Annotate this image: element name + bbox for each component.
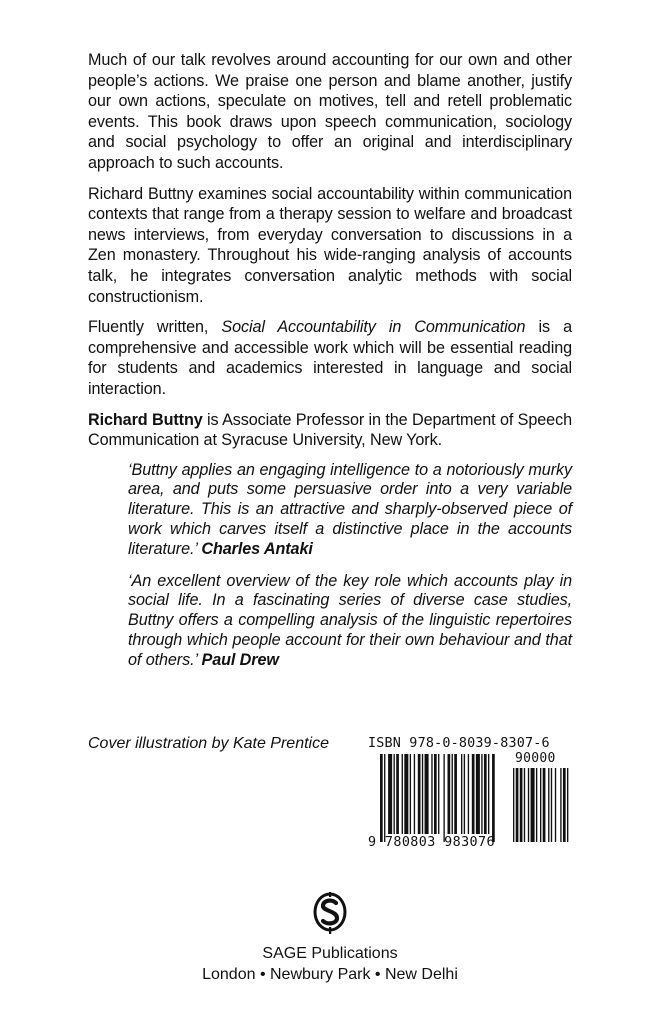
cover-credit: Cover illustration by Kate Prentice bbox=[88, 735, 329, 752]
addon-bar bbox=[567, 768, 568, 842]
barcode-bar bbox=[388, 754, 392, 834]
barcode-bar bbox=[418, 754, 421, 834]
isbn-barcode bbox=[368, 736, 573, 856]
endorsement-2 bbox=[128, 572, 572, 671]
endorsements bbox=[128, 461, 572, 671]
isbn-label: ISBN 978-0-8039-8307-6 bbox=[368, 736, 550, 751]
barcode-bar bbox=[443, 754, 444, 842]
barcode-bar bbox=[454, 754, 457, 834]
endorsement-1 bbox=[128, 461, 572, 560]
addon-bar bbox=[563, 768, 566, 842]
addon-bar bbox=[543, 768, 546, 842]
publisher-name: SAGE Publications bbox=[262, 945, 398, 962]
barcode-bar bbox=[431, 754, 432, 834]
barcode-bar bbox=[402, 754, 403, 834]
barcode-bar bbox=[468, 754, 469, 834]
endorsement-text: ‘Buttny applies an engaging intelligence to a notoriously murky area, and puts some persuasive order into a very variable literature. This is an attractive and sharply-observed piece of work which carves itself a distinctive place in the accounts literature.’ bbox=[128, 460, 572, 558]
barcode-bar bbox=[461, 754, 462, 834]
blurb bbox=[88, 50, 572, 683]
addon-bar bbox=[524, 768, 525, 842]
addon-bar bbox=[540, 768, 541, 842]
blurb-p3-intro: Fluently written, bbox=[88, 318, 222, 337]
barcode-bar bbox=[481, 754, 482, 834]
barcode-bar bbox=[472, 754, 475, 834]
blurb-p3-rest: is a comprehensive and accessible work which will be essential reading for students and academics interested in language and social interaction. bbox=[88, 318, 572, 398]
barcode-bar bbox=[476, 754, 480, 834]
barcode-bar bbox=[452, 754, 453, 834]
endorsement-author: Paul Drew bbox=[201, 650, 279, 669]
barcode-bar bbox=[380, 754, 383, 842]
sage-s-logo-icon bbox=[312, 891, 348, 935]
blurb-paragraph-1: Much of our talk revolves around accounting for our own and other people’s actions. We praise one person and blame another, justify our own actions, speculate on motives, tell and retell problematic events. This book draws upon speech communication, sociology and social psychology to offer an original and interdisciplinary approach to such accounts. bbox=[88, 51, 572, 172]
barcode-bar bbox=[396, 754, 399, 834]
barcode-bar bbox=[438, 754, 439, 834]
barcode-bar bbox=[384, 754, 385, 842]
author-bio-text: is Associate Professor in the Department of Speech Communication at Syracuse University, New York. bbox=[88, 410, 572, 450]
author-bio bbox=[88, 410, 572, 451]
addon-bar bbox=[513, 768, 514, 842]
barcode-bar bbox=[434, 754, 437, 834]
addon-bar bbox=[555, 768, 556, 842]
addon-bar bbox=[560, 768, 561, 842]
book-title: Social Accountability in Communication bbox=[221, 318, 526, 337]
barcode-bar bbox=[484, 754, 487, 834]
blurb-paragraph-2: Richard Buttny examines social accountability within communication contexts that range from a therapy session to welfare and broadcast news interviews, from everyday conversation to discussions in a Zen monastery. Throughout his wide-ranging analysis of accounts talk, he integrates conversation analytic methods with social constructionism. bbox=[88, 184, 572, 306]
addon-digits: 90000 bbox=[515, 751, 556, 766]
addon-bar bbox=[531, 768, 535, 842]
barcode-bar bbox=[410, 754, 411, 834]
addon-bar bbox=[516, 768, 519, 842]
endorsement-text: ‘An excellent overview of the key role which accounts play in social life. In a fascinating series of diverse case studies, Buttny offers a compelling analysis of the linguistic repertoires through which people account for their own behaviour and that of others.’ bbox=[128, 571, 572, 669]
author-name: Richard Buttny bbox=[88, 410, 203, 429]
barcode-bar bbox=[492, 754, 495, 842]
barcode-bar bbox=[422, 754, 423, 834]
barcode-bar bbox=[404, 754, 408, 834]
barcode-bar bbox=[448, 754, 451, 834]
blurb-paragraph-3 bbox=[88, 317, 572, 399]
barcode-bar bbox=[425, 754, 429, 834]
barcode-bar bbox=[414, 754, 415, 834]
endorsement-author: Charles Antaki bbox=[201, 539, 313, 558]
ean-digits: 9 780803 983076 bbox=[368, 835, 495, 850]
addon-bar bbox=[536, 768, 537, 842]
publisher-places: London • Newbury Park • New Delhi bbox=[202, 966, 458, 983]
addon-bar bbox=[528, 768, 529, 842]
barcode-bar bbox=[394, 754, 395, 834]
addon-bar bbox=[551, 768, 552, 842]
addon-bar bbox=[548, 768, 549, 842]
barcode-bar bbox=[488, 754, 489, 834]
addon-bar bbox=[520, 768, 523, 842]
barcode-bar bbox=[464, 754, 465, 834]
